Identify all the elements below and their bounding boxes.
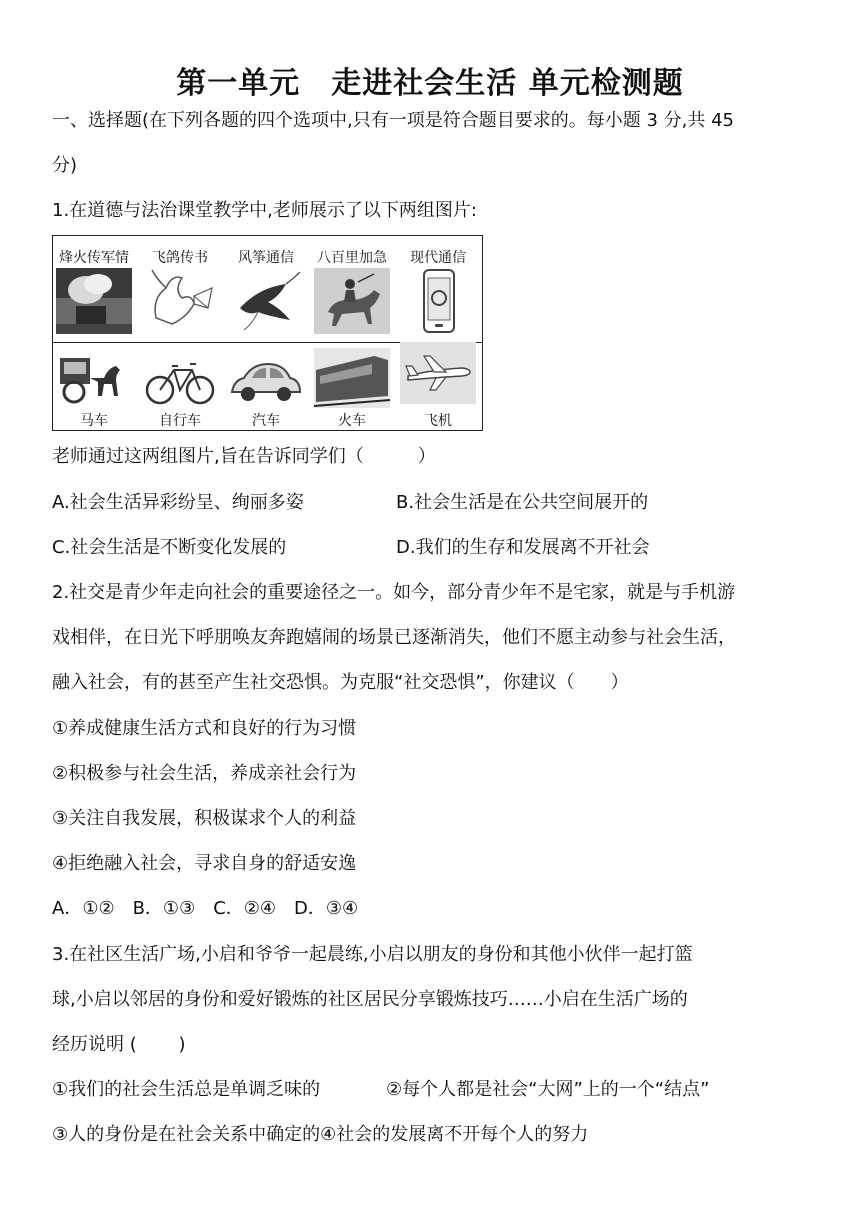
q1-option-d[interactable]: D.我们的生存和发展离不开社会 <box>396 537 650 558</box>
q2-options[interactable]: A．①② B．①③ C．②④ D．③④ <box>52 898 359 919</box>
section-heading: 一、选择题(在下列各题的四个选项中,只有一项是符合题目要求的。每小题 3 分,共 45 <box>52 110 734 131</box>
q2-item-2: ②积极参与社会生活，养成亲社会行为 <box>52 763 357 784</box>
figure-train <box>311 342 393 432</box>
q1-option-c[interactable]: C.社会生活是不断变化发展的 <box>52 537 287 558</box>
car-icon <box>228 348 304 414</box>
kite-icon <box>228 268 304 334</box>
smartphone-icon <box>400 268 476 334</box>
figure-pigeon <box>139 236 221 342</box>
q2-item-1: ①养成健康生活方式和良好的行为习惯 <box>52 718 357 739</box>
q1-stem: 1.在道德与法治课堂教学中,老师展示了以下两组图片: <box>52 200 477 221</box>
q3-stem-line2: 球,小启以邻居的身份和爱好锻炼的社区居民分享锻炼技巧……小启在生活广场的 <box>52 989 688 1010</box>
q2-stem-line3: 融入社会，有的甚至产生社交恐惧。为克服“社交恐惧”，你建议（ ） <box>52 672 629 693</box>
q3-item-3-4: ③人的身份是在社会关系中确定的④社会的发展离不开每个人的努力 <box>52 1124 589 1145</box>
beacon-fire-image <box>56 268 132 334</box>
figure-plane <box>397 342 479 432</box>
q3-item-1: ①我们的社会生活总是单调乏味的 <box>52 1079 321 1100</box>
q1-option-b[interactable]: B.社会生活是在公共空间展开的 <box>396 492 649 513</box>
caption-plane: 飞机 <box>424 413 452 429</box>
caption-carriage: 马车 <box>80 413 108 429</box>
caption-bicycle: 自行车 <box>159 413 201 429</box>
page-title: 第一单元 走进社会生活 单元检测题 <box>176 66 684 101</box>
pigeon-icon <box>142 268 218 334</box>
airplane-icon <box>400 342 476 408</box>
carriage-icon <box>56 348 132 414</box>
figure-carriage <box>53 342 135 432</box>
figure-beacon <box>53 236 135 342</box>
figure-bicycle <box>139 342 221 432</box>
q2-stem-line1: 2.社交是青少年走向社会的重要途径之一。如今，部分青少年不是宅家，就是与手机游 <box>52 582 736 603</box>
q2-item-3: ③关注自我发展，积极谋求个人的利益 <box>52 808 357 829</box>
caption-car: 汽车 <box>252 413 280 429</box>
train-icon <box>314 348 390 414</box>
figure-modern <box>397 236 479 342</box>
bicycle-icon <box>142 348 218 414</box>
q1-prompt: 老师通过这两组图片,旨在告诉同学们（ ） <box>52 446 436 467</box>
caption-train: 火车 <box>338 413 366 429</box>
section-heading-cont: 分) <box>52 155 78 176</box>
q3-stem-line3: 经历说明 ( ) <box>52 1034 186 1055</box>
figure-courier <box>311 236 393 342</box>
caption-kite: 风筝通信 <box>238 250 294 266</box>
caption-modern: 现代通信 <box>410 250 466 266</box>
q3-stem-line1: 3.在社区生活广场,小启和爷爷一起晨练,小启以朋友的身份和其他小伙伴一起打篮 <box>52 944 693 965</box>
q1-option-a[interactable]: A.社会生活异彩纷呈、绚丽多姿 <box>52 492 304 513</box>
q2-item-4: ④拒绝融入社会，寻求自身的舒适安逸 <box>52 853 357 874</box>
caption-pigeon: 飞鸽传书 <box>152 250 208 266</box>
figure-car <box>225 342 307 432</box>
caption-beacon: 烽火传军情 <box>59 250 129 266</box>
figure-kite <box>225 236 307 342</box>
q1-figure <box>52 235 483 431</box>
caption-courier: 八百里加急 <box>317 250 387 266</box>
q3-item-2: ②每个人都是社会“大网”上的一个“结点” <box>386 1079 710 1100</box>
q2-stem-line2: 戏相伴，在日光下呼朋唤友奔跑嬉闹的场景已逐渐消失，他们不愿主动参与社会生活， <box>52 627 736 648</box>
horse-rider-image <box>314 268 390 334</box>
